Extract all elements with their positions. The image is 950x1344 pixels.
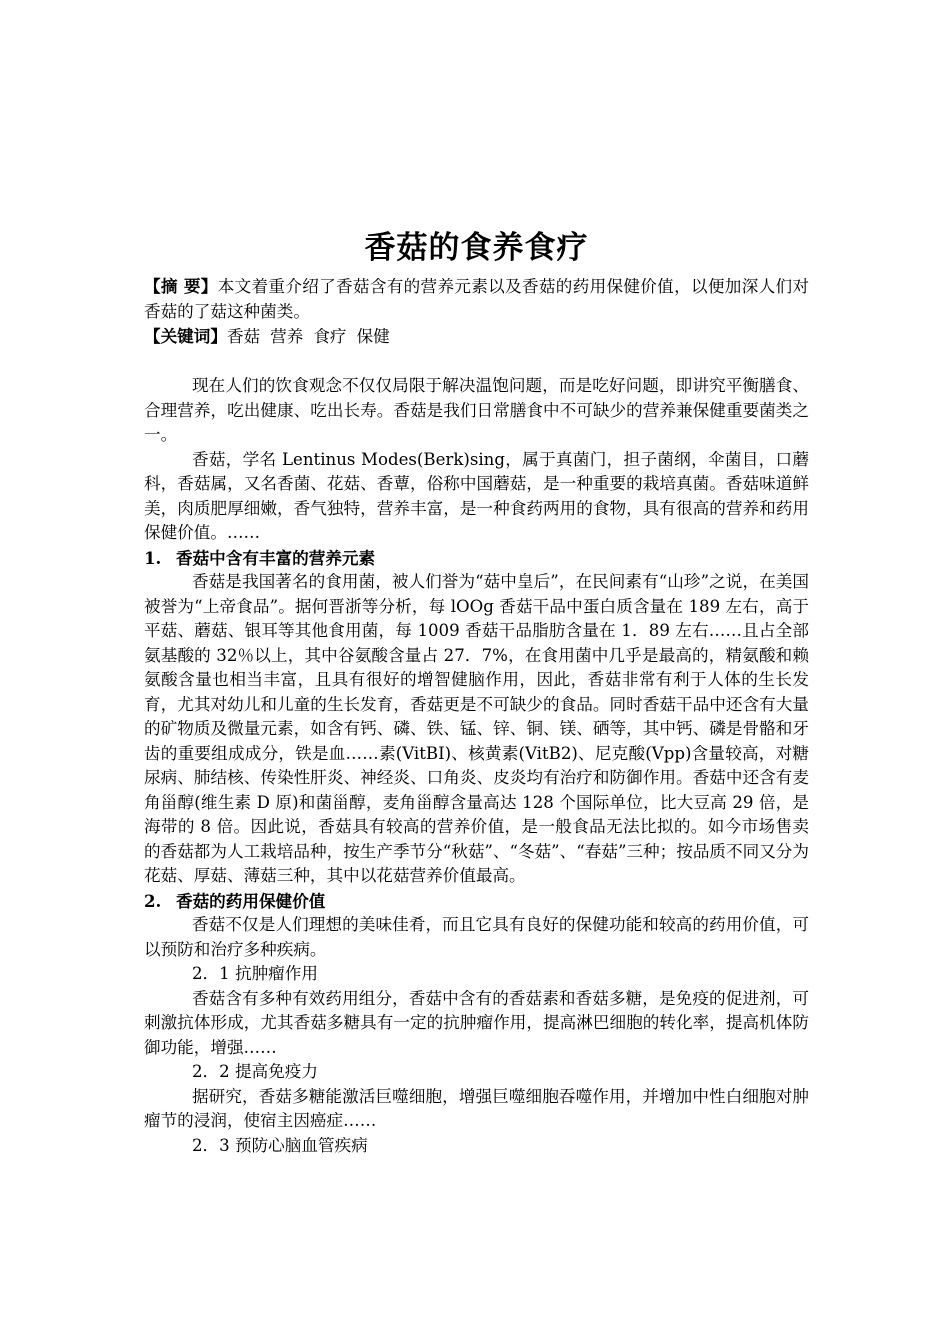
section-number: 2. — [144, 890, 162, 911]
subsection-heading: 2．1 抗肿瘤作用 — [192, 964, 318, 983]
abstract — [144, 274, 809, 324]
subsection-heading: 2．3 预防心脑血管疾病 — [192, 1135, 368, 1155]
document-page — [144, 228, 809, 1158]
keyword-item: 营养 — [270, 327, 304, 346]
intro-paragraph: 现在人们的饮食观念不仅仅局限于解决温饱问题，而是吃好问题，即讲究平衡膳食、合理营养，吃出健康、吃出长寿。香菇是我们日常膳食中不可缺少的营养兼保健重要菌类之一。 — [144, 376, 809, 444]
keyword-item: 保健 — [356, 327, 390, 346]
spacer — [144, 350, 809, 375]
section-heading — [144, 889, 809, 914]
abstract-text: 本文着重介绍了香菇含有的营养元素以及香菇的药用保健价值，以便加深人们对香菇的了菇这种菌类。 — [144, 277, 809, 321]
keyword-item: 香菇 — [226, 327, 261, 346]
keywords — [144, 324, 809, 350]
section-heading-text: 香菇中含有丰富的营养元素 — [176, 547, 376, 568]
keyword-item: 食疗 — [313, 327, 347, 346]
section-heading — [144, 546, 809, 571]
section-number: 1. — [144, 547, 162, 568]
document-title: 香菇的食养食疗 — [364, 230, 589, 266]
section-heading-text: 香菇的药用保健价值 — [176, 890, 326, 911]
section-paragraph: 香菇不仅是人们理想的美味佳肴，而且它具有良好的保健功能和较高的药用价值，可以预防和治疗多种疾病。 — [144, 915, 809, 959]
subsection-paragraph: 香菇含有多种有效药用组分，香菇中含有的香菇素和香菇多糖，是免疫的促进剂，可刺激抗体形成，尤其香菇多糖具有一定的抗肿瘤作用，提高淋巴细胞的转化率，提高机体防御功能，增强…… — [144, 988, 809, 1057]
keywords-label: 【关键词】 — [144, 326, 227, 346]
intro-paragraph: 香菇，学名 Lentinus Modes(Berk)sing，属于真菌门，担子菌纲，伞菌目，口蘑科，香菇属，又名香菌、花菇、香蕈，俗称中国蘑菇，是一种重要的栽培真菌。香菇味道鲜美，肉质肥厚细嫩，香气独特，营养丰富，是一种食药两用的食物，具有很高的营养和药用保健价值。…… — [144, 449, 809, 542]
subsection-paragraph: 据研究，香菇多糖能激活巨噬细胞，增强巨噬细胞吞噬作用，并增加中性白细胞对肿瘤节的浸润，使宿主因癌症…… — [144, 1086, 809, 1130]
subsection-heading: 2．2 提高免疫力 — [192, 1062, 318, 1081]
section-paragraph: 香菇是我国著名的食用菌，被人们誉为“菇中皇后”，在民间素有“山珍”之说，在美国被誉为“上帝食品”。据何晋浙等分析，每 lOOg 香菇干品中蛋白质含量在 189 左右，高于平菇、蘑菇、银耳等其他食用菌，每 1009 香菇干品脂肪含量在 1．89 左右……且占全部氨基酸的 32％以上，其中谷氨酸含量占 27．7%，在食用菌中几乎是最高的，精氨酸和赖氨酸含量也相当丰富，且具有很好的增智健脑作用，因此，香菇非常有利于人体的生长发育，尤其对幼儿和儿童的生长发育，香菇更是不可缺少的食品。同时香菇干品中还含有大量的矿物质及微量元素，如含有钙、磷、铁、锰、锌、铜、镁、硒等，其中钙、磷是骨骼和牙齿的重要组成成分，铁是血……素(VitBI)、核黄素(VitB2)、尼克酸(Vpp)含量较高，对糖尿病、肺结核、传染性肝炎、神经炎、口角炎、皮炎均有治疗和防御作用。香菇中还含有麦角甾醇(维生素 D 原)和菌甾醇，麦角甾醇含量高达 128 个国际单位，比大豆高 29 倍，是海带的 8 倍。因此说，香菇具有较高的营养价值，是一般食品无法比拟的。如今市场售卖的香菇都为人工栽培品种，按生产季节分“秋菇”、“冬菇”、“春菇”三种；按品质不同又分为花菇、厚菇、薄菇三种，其中以花菇营养价值最高。 — [144, 572, 809, 885]
abstract-label: 【摘 要】 — [144, 276, 218, 296]
